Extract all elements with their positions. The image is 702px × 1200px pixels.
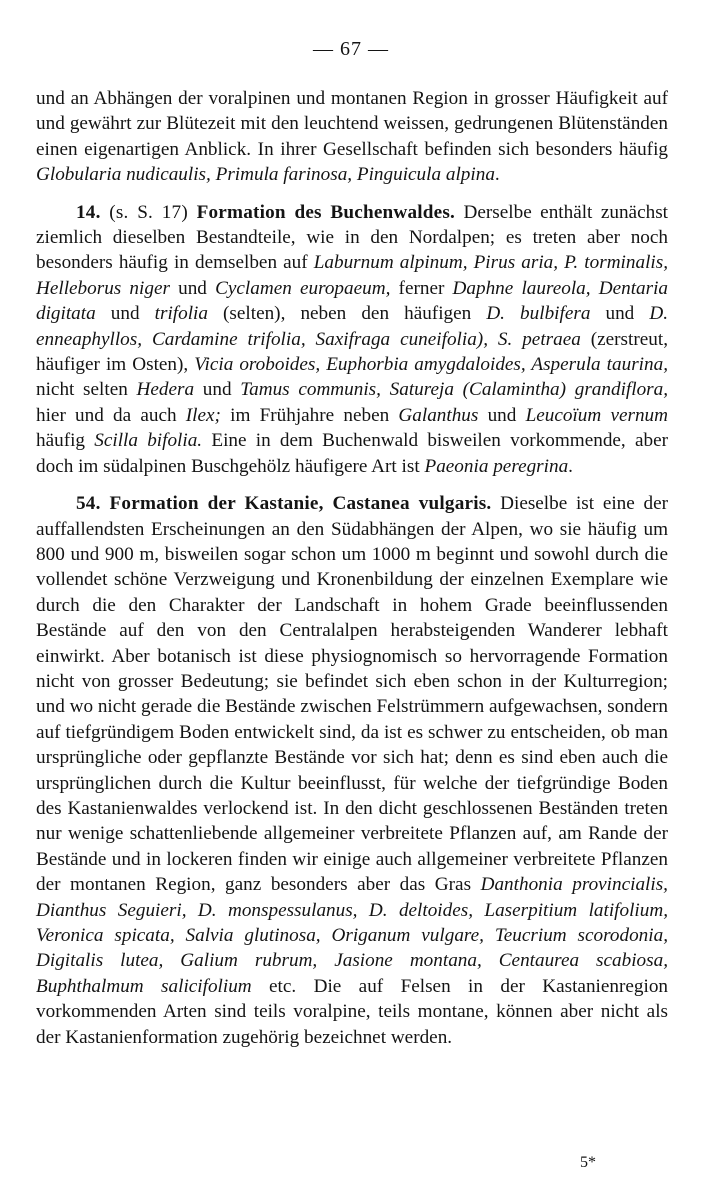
text-run: (zerstreut, häufiger im Osten), (36, 328, 668, 376)
text-run: . (568, 455, 573, 477)
section-title: Formation des Buchenwaldes. (196, 201, 456, 223)
text-run: nicht selten (36, 379, 137, 401)
page-number: — 67 — (313, 38, 389, 60)
text-run: und (194, 379, 241, 401)
text-run: und an Abhängen der voralpinen und montanen Region in grosser Häufigkeit auf und gewährt zur Blütezeit mit den leuchtend weissen, gedrungenen Blütenständen einen eigenartigen Anblick. In ihrer Gesellschaft befinden sich besonders häufig (36, 88, 668, 160)
section-reference: (s. S. 17) (109, 201, 188, 223)
text-run: etc. Die auf Felsen in der Kastanienregion vorkommenden Arten sind teils voralpine, teils montane, können aber nicht als der Kastanienformation zugehörig bezeichnet werden. (36, 975, 669, 1048)
species-names: Galanthus (398, 404, 479, 426)
species-names: Laburnum alpinum, Pirus aria, P. torminalis, Helleborus niger (36, 252, 668, 299)
species-names: Vicia oroboides, Euphorbia amygdaloides, Asperula taurina, (194, 354, 668, 376)
section-number: 54. (76, 493, 101, 515)
section-heading (76, 493, 491, 514)
section-number: 14. (76, 201, 101, 223)
species-names: Leucoïum vernum (525, 404, 668, 426)
species-names: Ilex; (185, 404, 221, 426)
text-run: und (95, 303, 155, 325)
text-run: . (494, 164, 500, 186)
text-run: Dieselbe ist eine der auffallendsten Erscheinungen an den Südabhängen der Alpen, wo sie häufig um 800 und 900 m, bisweilen sogar schon um 1000 m beginnt und sowohl durch die vollendet schöne Verzweigung und Kronenbildung der einzelnen Exemplare wie durch die den Charakter der Landschaft in hohem Grade beeinflussenden Bestände auf den von den Centralalpen herabsteigenden Wanderer lebhaft einwirkt. Aber botanisch ist diese physiognomisch so hervorragende Formation nicht von grosser Bedeutung; sie befindet sich eben schon in der Kulturregion; und wo nicht gerade die Bestände zwischen Felstrümmern aufgewachsen, sondern auf tiefgründigem Boden entwickelt sind, da ist es schwer zu entscheiden, ob man ursprüngliche oder gepflanzte Bestände vor sich hat; denn es sind eben auch die ursprünglichen durch die Kultur beeinflusst, für welche der tiefgründige Boden des Kastanienwaldes verlockend ist. In den dicht geschlossenen Beständen treten nur wenige schattenliebende allgemeiner verbreitete Pflanzen auf, am Rande der Bestände und in lockeren finden wir einige auch allgemeiner verbreitete Pflanzen der montanen Region, ganz besonders aber das Gras (36, 493, 668, 896)
species-names: Hedera (136, 379, 195, 401)
text-run: und (478, 404, 526, 426)
species-names: Daphne laureola, Dentaria digitata (36, 277, 669, 325)
species-names: Cyclamen europaeum, (215, 277, 391, 299)
section-title: Formation der Kastanie, Castanea vulgaris. (109, 493, 492, 515)
text-run: und (590, 303, 650, 325)
text-run: hier und da auch (36, 404, 186, 426)
text-run: Derselbe enthält zunächst ziemlich dieselben Bestandteile, wie in den Nordalpen; es treten aber noch besonders häufig in demselben auf (36, 201, 668, 274)
species-names: Tamus communis, Satureja (Calamintha) grandiflora, (240, 379, 669, 401)
text-run: (selten), neben den häufigen (207, 303, 487, 325)
paragraph-beech-forest (36, 200, 668, 479)
species-names: D. bulbifera (486, 303, 591, 325)
species-names: Danthonia provincialis, Dianthus Seguieri, D. monspessulanus, D. deltoides, Laserpitium latifolium, Veronica spicata, Salvia glutinosa, Origanum vulgare, Teucrium scorodonia, Digitalis lutea, Galium rubrum, Jasione montana, Centaurea scabiosa, Buphthalmum salicifolium (36, 874, 668, 997)
species-names: Globularia nudicaulis, Primula farinosa, Pinguicula alpina (36, 164, 495, 186)
sheet-signature: 5* (580, 1154, 596, 1171)
species-names: Scilla bifolia. (94, 430, 203, 452)
text-run: Eine in dem Buchenwald bisweilen vorkommende, aber doch im südalpinen Buschgehölz häufigere Art ist (36, 430, 668, 477)
text-run: und (169, 277, 216, 299)
body-text (36, 86, 668, 1050)
paragraph-continuation (36, 86, 668, 188)
species-names: D. enneaphyllos, Cardamine trifolia, Saxifraga cuneifolia), S. petraea (36, 303, 669, 350)
paragraph-chestnut-forest (36, 491, 668, 1050)
text-run: ferner (390, 277, 453, 299)
species-names: trifolia (154, 303, 208, 325)
section-heading (76, 202, 455, 223)
text-run: häufig (36, 430, 95, 452)
text-run: im Frühjahre neben (220, 404, 399, 426)
species-names: Paeonia peregrina (424, 455, 569, 477)
